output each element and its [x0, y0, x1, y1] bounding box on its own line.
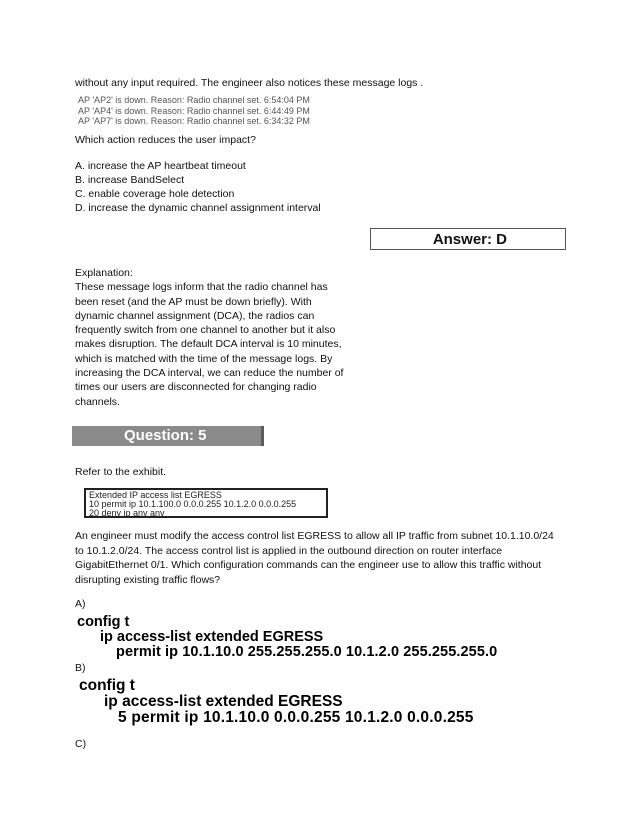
- acl-line: 10 permit ip 10.1.100.0 0.0.0.255 10.1.2.0 0.0.0.255: [89, 499, 297, 509]
- config-line: permit ip 10.1.10.0 255.255.255.0 10.1.2.0 255.255.255.0: [116, 644, 498, 660]
- question-heading: Question: 5: [124, 427, 207, 444]
- config-line: config t: [77, 614, 130, 630]
- explanation-line: times our users are disconnected for changing radio: [75, 381, 317, 394]
- explanation-line: channels.: [75, 395, 120, 408]
- answer-box: [370, 228, 566, 250]
- paragraph-line: disrupting existing traffic flows?: [75, 573, 221, 586]
- acl-exhibit: [84, 488, 328, 518]
- paragraph-line: GigabitEthernet 0/1. Which configuration commands can the engineer use to allow this traffic without: [75, 559, 542, 571]
- intro-line: without any input required. The engineer also notices these message logs .: [75, 77, 424, 89]
- log-line: AP 'AP4' is down. Reason: Radio channel set. 6:44:49 PM: [78, 105, 310, 116]
- config-line: 5 permit ip 10.1.10.0 0.0.0.255 10.1.2.0 0.0.0.255: [118, 709, 474, 726]
- explanation-line: been reset (and the AP must be down briefly). With: [75, 295, 312, 308]
- answer-label: Answer: D: [432, 231, 507, 248]
- option-a-label: A): [75, 598, 86, 610]
- option-a: A. increase the AP heartbeat timeout: [75, 160, 246, 172]
- option-b: B. increase BandSelect: [75, 174, 185, 186]
- refer-text: Refer to the exhibit.: [75, 466, 167, 478]
- acl-line: Extended IP access list EGRESS: [89, 490, 222, 500]
- question-heading-banner: [72, 426, 264, 446]
- option-c-label: C): [75, 738, 87, 750]
- option-c: C. enable coverage hole detection: [75, 188, 235, 200]
- explanation-line: increasing the DCA interval, we can reduce the number of: [75, 367, 344, 380]
- option-d: D. increase the dynamic channel assignment interval: [75, 202, 321, 214]
- explanation-line: Explanation:: [75, 267, 133, 279]
- acl-line: 20 deny ip any any: [89, 508, 165, 518]
- config-line: ip access-list extended EGRESS: [100, 629, 324, 645]
- option-b-label: B): [75, 662, 86, 674]
- explanation-line: These message logs inform that the radio channel has: [75, 281, 328, 294]
- explanation-line: frequently switch from one channel to another but it also: [75, 324, 336, 337]
- explanation-line: which is matched with the time of the message logs. By: [75, 352, 333, 365]
- paragraph-line: An engineer must modify the access control list EGRESS to allow all IP traffic from subnet 10.1.10.0/24: [75, 530, 554, 542]
- log-line: AP 'AP2' is down. Reason: Radio channel set. 6:54:04 PM: [78, 95, 310, 105]
- explanation: [75, 266, 355, 409]
- paragraph-line: to 10.1.2.0/24. The access control list is applied in the outbound direction on router interface: [75, 544, 503, 557]
- explanation-line: makes disruption. The default DCA interval is 10 minutes,: [75, 338, 342, 351]
- explanation-line: dynamic channel assignment (DCA), the radios can: [75, 309, 315, 322]
- config-line: ip access-list extended EGRESS: [104, 693, 343, 710]
- message-logs-exhibit: [78, 95, 310, 127]
- question-text: Which action reduces the user impact?: [75, 134, 256, 146]
- config-line: config t: [79, 677, 135, 694]
- question-paragraph: [75, 529, 565, 587]
- log-line: AP 'AP7' is down. Reason: Radio channel set. 6:34:32 PM: [78, 116, 310, 126]
